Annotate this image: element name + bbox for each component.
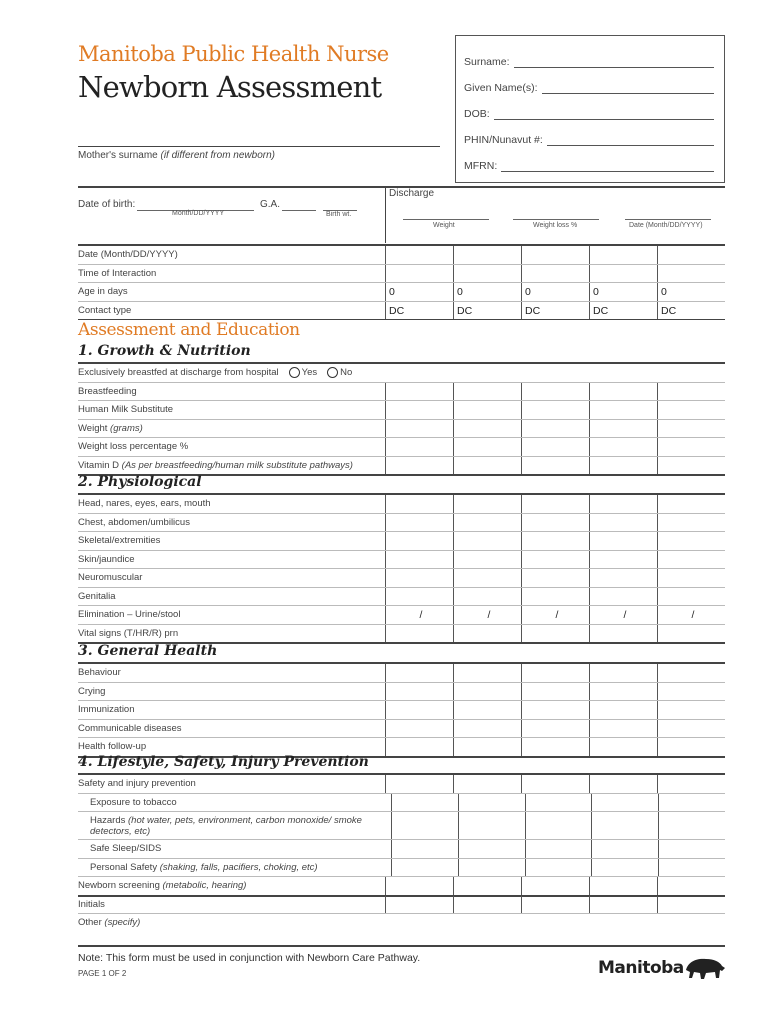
entry-cell[interactable]	[657, 532, 725, 550]
phin-label: PHIN/Nunavut #:	[464, 134, 543, 146]
entry-cell[interactable]	[589, 532, 657, 550]
entry-cell[interactable]	[385, 720, 453, 738]
entry-cell[interactable]	[589, 551, 657, 569]
table-row	[78, 896, 725, 915]
table-row	[78, 495, 725, 514]
entry-cell[interactable]	[385, 383, 453, 401]
entry-cell[interactable]	[391, 859, 458, 877]
row-label-text: Exclusively breastfed at discharge from hospital	[78, 367, 279, 378]
entry-cell[interactable]	[657, 664, 725, 682]
birth-weight-hint: Birth wt.	[326, 211, 352, 218]
row-label-note: (grams)	[110, 422, 143, 434]
assessment-heading: Assessment and Education	[78, 320, 300, 340]
entry-cell[interactable]: 0	[453, 283, 521, 301]
radio-label: No	[340, 367, 353, 378]
entry-cell[interactable]	[385, 401, 453, 419]
entry-cell[interactable]	[589, 738, 657, 756]
table-row	[78, 438, 725, 457]
surname-label: Surname:	[464, 56, 510, 68]
entry-cell[interactable]	[657, 738, 725, 756]
entry-cell[interactable]	[458, 840, 525, 858]
row-label-text: Skin/jaundice	[78, 553, 135, 565]
entry-cell[interactable]	[453, 701, 521, 719]
entry-cell[interactable]	[589, 383, 657, 401]
table-row	[78, 283, 725, 302]
entry-cell[interactable]	[385, 532, 453, 550]
table-row	[78, 859, 725, 878]
discharge-weight-input[interactable]	[403, 219, 489, 220]
entry-cell[interactable]	[385, 514, 453, 532]
row-label-text: Head, nares, eyes, ears, mouth	[78, 498, 211, 509]
row-label-text: Neuromuscular	[78, 572, 143, 583]
entry-cell[interactable]	[521, 896, 589, 914]
entry-cell[interactable]	[589, 588, 657, 606]
row-label	[78, 664, 385, 682]
divider	[385, 187, 386, 243]
entry-cell[interactable]: /	[657, 606, 725, 624]
row-label-text: Skeletal/extremities	[78, 535, 161, 546]
entry-cell[interactable]	[658, 840, 725, 858]
entry-cell[interactable]	[385, 457, 453, 475]
entry-cell[interactable]	[657, 775, 725, 793]
entry-cell[interactable]	[657, 438, 725, 456]
entry-cell[interactable]	[521, 588, 589, 606]
entry-cell[interactable]	[453, 420, 521, 438]
table-row	[78, 606, 725, 625]
entry-cell[interactable]	[591, 794, 658, 812]
entry-cell[interactable]	[521, 877, 589, 895]
table-row	[78, 551, 725, 570]
row-label	[78, 859, 391, 877]
birth-date-hint: Month/DD/YYYY	[172, 210, 225, 217]
entry-cell[interactable]	[591, 812, 658, 839]
row-label	[78, 738, 385, 756]
entry-cell[interactable]	[589, 401, 657, 419]
row-label	[78, 877, 385, 895]
row-label-text: Newborn screening	[78, 880, 160, 891]
entry-cell[interactable]	[391, 812, 458, 839]
entry-cell[interactable]	[385, 625, 453, 643]
row-label-text: Behaviour	[78, 667, 121, 678]
row-label-text: Weight loss percentage %	[78, 441, 189, 452]
entry-cell[interactable]: /	[589, 606, 657, 624]
row-label	[78, 364, 385, 382]
entry-cell[interactable]	[658, 859, 725, 877]
entry-cell[interactable]	[453, 438, 521, 456]
table-row	[78, 720, 725, 739]
table-row	[78, 457, 725, 476]
entry-cell[interactable]: 0	[385, 283, 453, 301]
entry-cell[interactable]	[385, 664, 453, 682]
entry-cell[interactable]: 0	[521, 283, 589, 301]
row-label	[78, 532, 385, 550]
entry-cell[interactable]: 0	[589, 283, 657, 301]
form-title: Newborn Assessment	[78, 70, 382, 104]
discharge-loss-input[interactable]	[513, 219, 599, 220]
entry-cell[interactable]	[657, 383, 725, 401]
entry-cell[interactable]	[453, 401, 521, 419]
entry-cell[interactable]	[521, 438, 589, 456]
table-row	[78, 383, 725, 402]
section-heading: 3. General Health	[78, 643, 218, 659]
row-label-text: Other	[78, 917, 102, 928]
entry-cell[interactable]	[458, 812, 525, 839]
entry-cell[interactable]	[589, 683, 657, 701]
mfrn-field[interactable]	[464, 160, 714, 172]
entry-cell[interactable]	[521, 720, 589, 738]
row-label	[78, 896, 385, 914]
table-row	[78, 302, 725, 321]
patient-info-box	[455, 35, 725, 183]
entry-cell[interactable]	[589, 625, 657, 643]
entry-cell[interactable]	[453, 896, 521, 914]
table-row	[78, 246, 725, 265]
row-label	[78, 420, 385, 438]
row-label	[78, 283, 385, 301]
entry-cell[interactable]	[657, 701, 725, 719]
row-label-text: Age in days	[78, 286, 128, 297]
entry-cell[interactable]	[657, 683, 725, 701]
entry-cell[interactable]	[589, 569, 657, 587]
mother-surname-input-line[interactable]	[78, 146, 440, 147]
entry-cell[interactable]	[458, 859, 525, 877]
entry-cell[interactable]	[453, 383, 521, 401]
row-label-note: (shaking, falls, pacifiers, choking, etc)	[159, 861, 318, 873]
row-label	[78, 457, 385, 475]
entry-cell[interactable]	[453, 495, 521, 513]
entry-cell[interactable]: DC	[657, 302, 725, 320]
entry-cell[interactable]	[657, 246, 725, 264]
entry-cell[interactable]	[385, 588, 453, 606]
discharge-loss-label: Weight loss %	[533, 222, 578, 229]
entry-cell[interactable]: DC	[453, 302, 521, 320]
row-label-note: (specify)	[104, 917, 141, 928]
entry-cell[interactable]	[385, 265, 453, 283]
discharge-weight-label: Weight	[433, 222, 455, 229]
form-subtitle: Manitoba Public Health Nurse	[78, 42, 389, 66]
row-label-text: Safety and injury prevention	[78, 778, 196, 789]
entry-cell[interactable]	[385, 683, 453, 701]
row-label-text: Health follow-up	[78, 741, 147, 752]
row-label	[78, 302, 385, 320]
manitoba-logo	[598, 956, 726, 980]
entry-cell[interactable]	[521, 401, 589, 419]
logo-text: Manitoba	[598, 958, 684, 978]
entry-cell[interactable]	[521, 569, 589, 587]
entry-cell[interactable]	[521, 246, 589, 264]
entry-cell[interactable]	[589, 514, 657, 532]
entry-cell[interactable]	[453, 532, 521, 550]
dob-field[interactable]	[464, 108, 714, 120]
entry-cell[interactable]	[453, 569, 521, 587]
table-row	[78, 514, 725, 533]
entry-cell[interactable]	[385, 420, 453, 438]
entry-cell[interactable]	[657, 588, 725, 606]
row-label-note: (As per breastfeeding/human milk substitute pathways)	[121, 459, 353, 471]
entry-cell[interactable]	[385, 701, 453, 719]
row-label-text: Exposure to tobacco	[90, 796, 177, 808]
row-label	[78, 720, 385, 738]
row-label-text: Initials	[78, 898, 105, 910]
row-label-text: Human Milk Substitute	[78, 404, 174, 415]
table-row	[78, 914, 725, 933]
table-row	[78, 265, 725, 284]
entry-cell[interactable]	[453, 551, 521, 569]
row-label	[78, 606, 385, 624]
mother-surname-label: Mother's surname (if different from newborn)	[78, 150, 275, 161]
row-label-note: (metabolic, hearing)	[162, 880, 247, 891]
table-row	[78, 420, 725, 439]
table-row	[78, 588, 725, 607]
entry-cell[interactable]	[391, 794, 458, 812]
entry-cell[interactable]	[453, 683, 521, 701]
row-label	[78, 588, 385, 606]
entry-cell[interactable]	[657, 265, 725, 283]
entry-cell[interactable]	[525, 812, 592, 839]
table-row	[78, 877, 725, 896]
row-label-text: Date (Month/DD/YYYY)	[78, 249, 178, 260]
entry-cell[interactable]	[658, 812, 725, 839]
entry-cell[interactable]	[521, 532, 589, 550]
table-row	[78, 625, 725, 644]
table-row	[78, 664, 725, 683]
entry-cell[interactable]	[657, 514, 725, 532]
discharge-date-input[interactable]	[625, 219, 711, 220]
row-label-text: Crying	[78, 685, 106, 697]
entry-cell[interactable]	[453, 877, 521, 895]
entry-cell[interactable]	[453, 625, 521, 643]
entry-cell[interactable]	[453, 664, 521, 682]
row-label	[78, 701, 385, 719]
table-row	[78, 569, 725, 588]
entry-cell[interactable]	[525, 794, 592, 812]
entry-cell[interactable]	[521, 775, 589, 793]
entry-cell[interactable]	[589, 420, 657, 438]
discharge-label: Discharge	[389, 188, 435, 199]
entry-cell[interactable]	[391, 840, 458, 858]
entry-cell[interactable]: DC	[521, 302, 589, 320]
entry-cell[interactable]	[589, 877, 657, 895]
entry-cell[interactable]	[453, 738, 521, 756]
phin-field[interactable]	[464, 134, 714, 146]
row-label	[78, 383, 385, 401]
entry-cell[interactable]	[658, 794, 725, 812]
entry-cell[interactable]	[521, 457, 589, 475]
entry-cell[interactable]	[453, 588, 521, 606]
row-label	[78, 794, 391, 812]
mfrn-label: MFRN:	[464, 160, 498, 172]
entry-cell[interactable]	[589, 495, 657, 513]
entry-cell[interactable]	[385, 569, 453, 587]
entry-cell[interactable]: DC	[385, 302, 453, 320]
bison-icon	[684, 956, 726, 980]
entry-cell[interactable]	[453, 514, 521, 532]
row-label	[78, 246, 385, 264]
section-heading: 2. Physiological	[78, 474, 202, 490]
entry-cell[interactable]: /	[521, 606, 589, 624]
table-row	[78, 812, 725, 840]
entry-cell[interactable]	[458, 794, 525, 812]
entry-cell[interactable]	[589, 457, 657, 475]
ga-label: G.A.	[260, 199, 281, 210]
entry-cell[interactable]	[453, 457, 521, 475]
entry-cell[interactable]	[589, 246, 657, 264]
entry-cell[interactable]	[591, 859, 658, 877]
table-row	[78, 683, 725, 702]
entry-cell[interactable]	[385, 438, 453, 456]
row-label	[78, 495, 385, 513]
entry-cell[interactable]	[589, 896, 657, 914]
entry-cell[interactable]	[521, 738, 589, 756]
entry-cell[interactable]	[521, 664, 589, 682]
entry-cell[interactable]	[385, 775, 453, 793]
row-label	[78, 625, 385, 643]
entry-cell[interactable]	[453, 246, 521, 264]
entry-cell[interactable]	[589, 438, 657, 456]
table-row	[78, 532, 725, 551]
footer-note: Note: This form must be used in conjunction with Newborn Care Pathway.	[78, 952, 421, 964]
entry-cell[interactable]	[589, 775, 657, 793]
ga-input[interactable]	[282, 210, 316, 211]
dob-label: DOB:	[464, 108, 490, 120]
entry-cell[interactable]: 0	[657, 283, 725, 301]
entry-cell[interactable]	[657, 569, 725, 587]
entry-cell[interactable]	[589, 265, 657, 283]
entry-cell[interactable]	[385, 877, 453, 895]
row-label-text: Hazards	[90, 815, 126, 826]
entry-cell[interactable]	[521, 265, 589, 283]
row-label-text: Safe Sleep/SIDS	[90, 843, 162, 854]
row-label	[78, 265, 385, 283]
entry-cell[interactable]	[521, 420, 589, 438]
entry-cell[interactable]	[521, 625, 589, 643]
row-label	[78, 775, 385, 793]
row-label-text: Vitamin D	[78, 459, 120, 471]
birth-date-label: Date of birth:	[78, 199, 136, 210]
row-label-text: Communicable diseases	[78, 722, 182, 734]
row-label	[78, 840, 391, 858]
table-row	[78, 364, 725, 383]
table-row	[78, 401, 725, 420]
row-label-text: Contact type	[78, 304, 132, 316]
entry-cell[interactable]	[657, 457, 725, 475]
row-label	[78, 514, 385, 532]
row-label	[78, 401, 385, 419]
entry-cell[interactable]	[657, 720, 725, 738]
entry-cell[interactable]	[385, 551, 453, 569]
table-row	[78, 840, 725, 859]
entry-cell[interactable]	[525, 840, 592, 858]
entry-cell[interactable]	[657, 495, 725, 513]
given-names-field[interactable]	[464, 82, 714, 94]
row-label	[78, 438, 385, 456]
radio-no[interactable]	[327, 367, 338, 378]
divider	[78, 945, 725, 947]
entry-cell[interactable]	[521, 701, 589, 719]
row-label	[78, 914, 385, 933]
row-label-text: Genitalia	[78, 590, 116, 602]
row-label-note: (hot water, pets, environment, carbon monoxide/ smoke detectors, etc)	[90, 815, 362, 837]
row-label-text: Personal Safety	[90, 861, 158, 873]
row-label-text: Breastfeeding	[78, 385, 137, 397]
row-label	[78, 683, 385, 701]
entry-cell[interactable]	[453, 265, 521, 283]
entry-cell[interactable]	[521, 383, 589, 401]
entry-cell[interactable]	[385, 495, 453, 513]
entry-cell[interactable]	[657, 625, 725, 643]
row-label-text: Elimination – Urine/stool	[78, 609, 181, 620]
row-label-text: Vital signs (T/HR/R) prn	[78, 627, 179, 639]
row-label	[78, 551, 385, 569]
row-label	[78, 812, 391, 839]
entry-cell[interactable]	[657, 401, 725, 419]
table-row	[78, 794, 725, 813]
entry-cell[interactable]	[521, 514, 589, 532]
row-label-text: Time of Interaction	[78, 267, 157, 279]
entry-cell[interactable]	[525, 859, 592, 877]
entry-cell[interactable]	[657, 877, 725, 895]
entry-cell[interactable]	[657, 896, 725, 914]
entry-cell[interactable]	[453, 720, 521, 738]
entry-cell[interactable]	[521, 551, 589, 569]
section-heading: 1. Growth & Nutrition	[78, 343, 251, 359]
discharge-date-label: Date (Month/DD/YYYY)	[629, 222, 703, 229]
row-label-text: Immunization	[78, 704, 135, 715]
entry-cell[interactable]	[385, 738, 453, 756]
row-label	[78, 569, 385, 587]
entry-cell[interactable]	[589, 664, 657, 682]
entry-cell[interactable]: DC	[589, 302, 657, 320]
entry-cell[interactable]	[589, 720, 657, 738]
entry-cell[interactable]: /	[453, 606, 521, 624]
row-label-text: Chest, abdomen/umbilicus	[78, 516, 190, 528]
entry-cell[interactable]	[453, 775, 521, 793]
entry-cell[interactable]	[521, 495, 589, 513]
entry-cell[interactable]	[385, 896, 453, 914]
row-label-text: Weight	[78, 422, 108, 434]
entry-cell[interactable]: /	[385, 606, 453, 624]
given-names-label: Given Name(s):	[464, 82, 538, 94]
entry-cell[interactable]	[521, 683, 589, 701]
entry-cell[interactable]	[385, 246, 453, 264]
entry-cell[interactable]	[657, 551, 725, 569]
entry-cell[interactable]	[591, 840, 658, 858]
entry-cell[interactable]	[589, 701, 657, 719]
entry-cell[interactable]	[657, 420, 725, 438]
surname-field[interactable]	[464, 56, 714, 68]
page-number: PAGE 1 OF 2	[78, 969, 127, 978]
radio-label: Yes	[301, 367, 318, 378]
table-row	[78, 775, 725, 794]
section-heading: 4. Lifestyle, Safety, Injury Prevention	[78, 754, 369, 770]
radio-yes[interactable]	[289, 367, 300, 378]
table-row	[78, 701, 725, 720]
